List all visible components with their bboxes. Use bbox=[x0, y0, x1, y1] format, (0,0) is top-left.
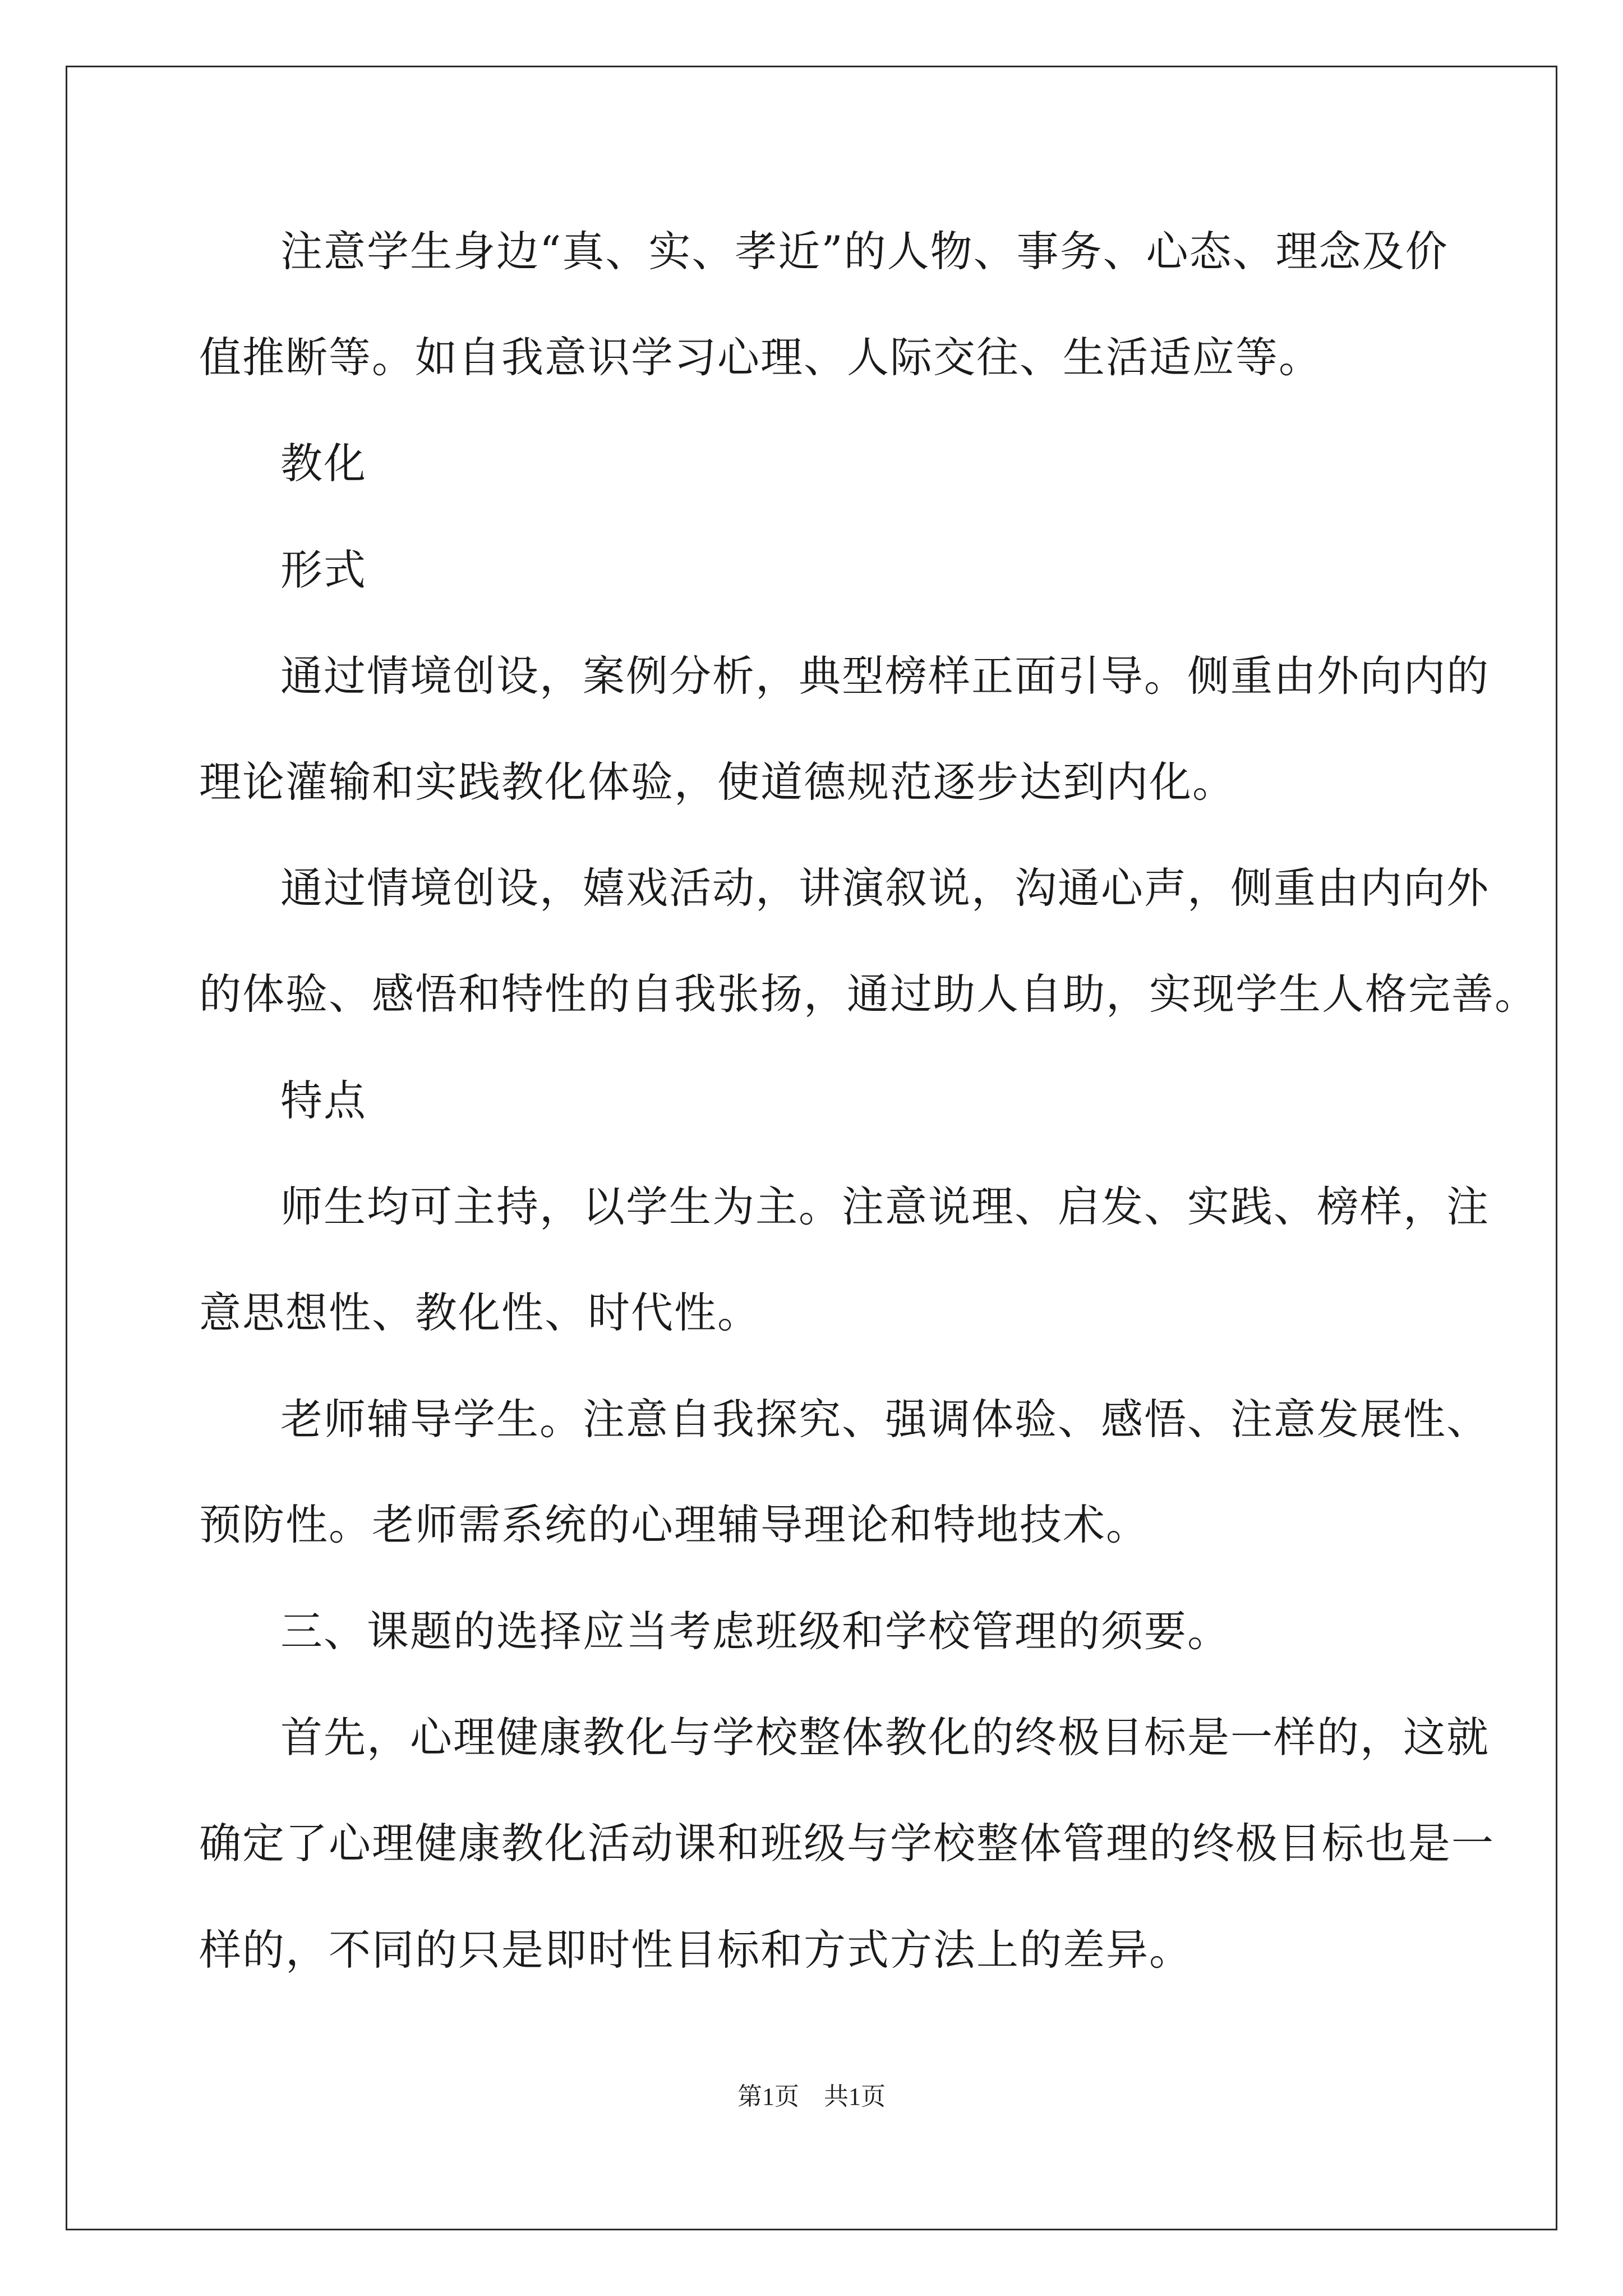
text-line: 预防性。老师需系统的心理辅导理论和特地技术。 bbox=[199, 1500, 1150, 1549]
text-line: 理论灌输和实践教化体验，使道德规范逐步达到内化。 bbox=[199, 757, 1236, 807]
text-line: 特点 bbox=[280, 1076, 367, 1125]
text-line: 意思想性、教化性、时代性。 bbox=[199, 1288, 761, 1337]
text-line: 教化 bbox=[280, 439, 367, 488]
page-number: 第1页 bbox=[737, 2083, 799, 2110]
text-line: 通过情境创设，案例分析，典型榜样正面引导。侧重由外向内的 bbox=[280, 651, 1490, 701]
text-line: 注意学生身边“真、实、孝近”的人物、事务、心态、理念及价 bbox=[280, 227, 1449, 276]
text-line: 首先，心理健康教化与学校整体教化的终极目标是一样的，这就 bbox=[280, 1713, 1490, 1762]
text-line: 样的，不同的只是即时性目标和方式方法上的差异。 bbox=[199, 1925, 1193, 1975]
text-line: 三、课题的选择应当考虑班级和学校管理的须要。 bbox=[280, 1607, 1231, 1656]
text-line: 值推断等。如自我意识学习心理、人际交往、生活适应等。 bbox=[199, 333, 1322, 382]
text-line: 形式 bbox=[280, 545, 367, 595]
page-total: 共1页 bbox=[824, 2083, 886, 2110]
text-line: 的体验、感悟和特性的自我张扬，通过助人自助，实现学生人格完善。 bbox=[199, 969, 1538, 1019]
page-border bbox=[66, 66, 1557, 2230]
text-line: 确定了心理健康教化活动课和班级与学校整体管理的终极目标也是一 bbox=[199, 1819, 1495, 1868]
page-footer bbox=[0, 2080, 1623, 2114]
text-line: 通过情境创设，嬉戏活动，讲演叙说，沟通心声，侧重由内向外 bbox=[280, 863, 1490, 913]
text-line: 师生均可主持，以学生为主。注意说理、启发、实践、榜样，注 bbox=[280, 1182, 1490, 1231]
text-line: 老师辅导学生。注意自我探究、强调体验、感悟、注意发展性、 bbox=[280, 1395, 1490, 1444]
